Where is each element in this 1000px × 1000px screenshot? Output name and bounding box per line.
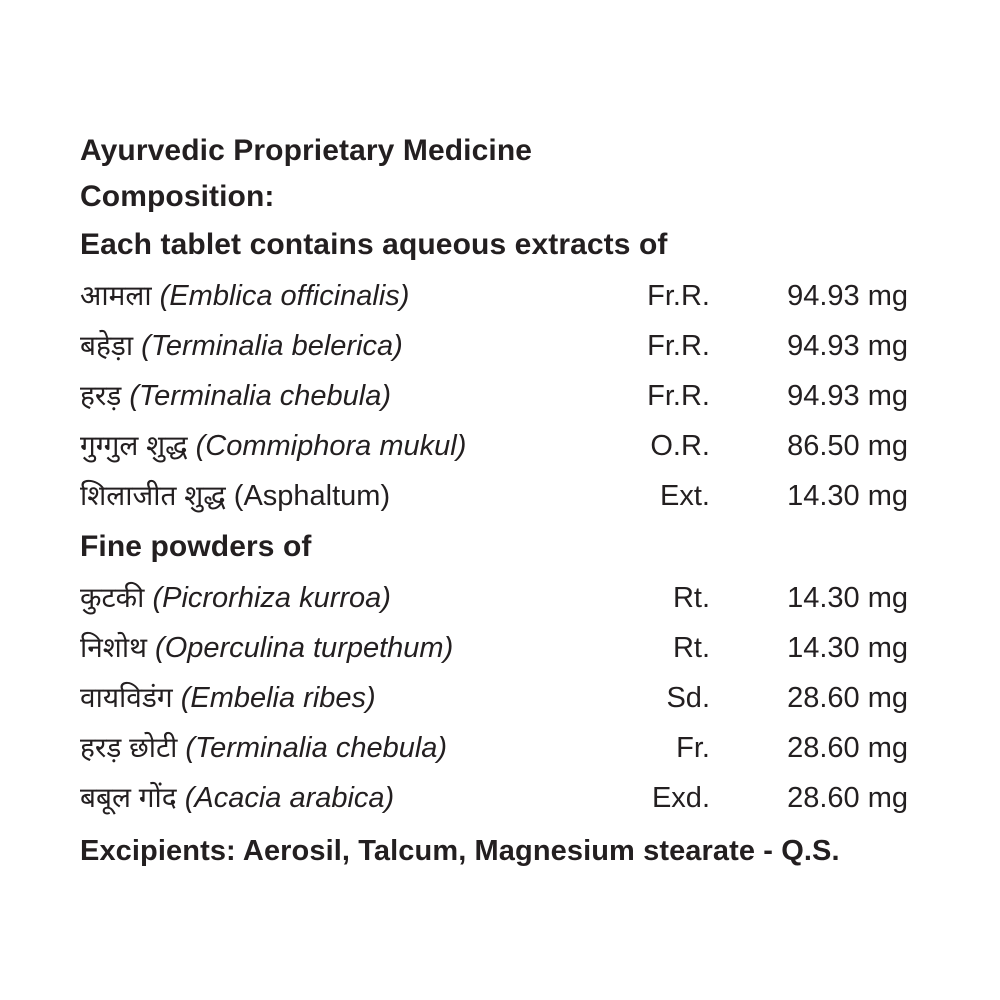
ingredient-name-cell	[80, 271, 580, 321]
ingredient-latin-name: (Terminalia chebula)	[129, 380, 392, 412]
ingredient-part-cell: Fr.R.	[647, 380, 710, 412]
ingredient-hindi-name: शिलाजीत शुद्ध	[80, 480, 226, 511]
ingredient-latin-name: (Terminalia belerica)	[141, 330, 403, 362]
ingredient-hindi-name: बहेड़ा	[80, 330, 134, 361]
ingredient-name-cell	[80, 371, 580, 421]
ingredient-quantity-cell: 28.60 mg	[787, 732, 908, 764]
ingredient-latin-name: (Asphaltum)	[233, 480, 391, 512]
fine-powders-table	[80, 573, 936, 823]
ingredient-part-cell: Rt.	[672, 632, 710, 664]
ingredient-name-cell	[80, 421, 580, 471]
ingredient-hindi-name: निशोथ	[80, 632, 147, 663]
ingredient-latin-name: (Commiphora mukul)	[195, 430, 467, 462]
label-title: Ayurvedic Proprietary Medicine	[80, 134, 533, 167]
ingredient-latin-name: (Terminalia chebula)	[185, 732, 448, 764]
ingredient-quantity-cell: 14.30 mg	[787, 582, 908, 614]
table-row	[80, 471, 936, 521]
table-row	[80, 321, 936, 371]
aqueous-extracts-table	[80, 271, 936, 521]
ingredient-part-cell: Ext.	[660, 480, 710, 512]
table-row	[80, 673, 936, 723]
ingredient-quantity-cell: 14.30 mg	[787, 632, 908, 664]
ingredient-quantity-cell: 94.93 mg	[787, 280, 908, 312]
table-row	[80, 773, 936, 823]
fine-powders-body	[80, 573, 936, 823]
ingredient-hindi-name: बबूल गोंद	[80, 782, 177, 813]
ingredient-name-cell	[80, 673, 580, 723]
composition-label: Composition:	[80, 180, 275, 213]
ingredient-part-cell: Exd.	[651, 782, 710, 814]
ingredient-latin-name: (Embelia ribes)	[180, 682, 376, 714]
ingredient-latin-name: (Operculina turpethum)	[155, 632, 454, 664]
ingredient-hindi-name: हरड़	[80, 380, 122, 411]
aqueous-extracts-body	[80, 271, 936, 521]
ingredient-name-cell	[80, 471, 580, 521]
ingredient-name-cell	[80, 773, 580, 823]
ingredient-quantity-cell: 94.93 mg	[787, 330, 908, 362]
ingredient-quantity-cell: 94.93 mg	[787, 380, 908, 412]
ingredient-part-cell: Fr.R.	[647, 280, 710, 312]
table-row	[80, 573, 936, 623]
ingredient-hindi-name: कुटकी	[80, 582, 145, 613]
ingredient-latin-name: (Emblica officinalis)	[159, 280, 410, 312]
ingredient-hindi-name: आमला	[80, 280, 152, 311]
aqueous-extracts-heading: Each tablet contains aqueous extracts of	[80, 228, 668, 261]
ingredient-name-cell	[80, 321, 580, 371]
ingredient-name-cell	[80, 573, 580, 623]
ingredient-latin-name: (Acacia arabica)	[184, 782, 395, 814]
ingredient-hindi-name: गुग्गुल शुद्ध	[80, 430, 188, 461]
ingredient-part-cell: Rt.	[672, 582, 710, 614]
ingredient-part-cell: Sd.	[666, 682, 710, 714]
ingredient-latin-name: (Picrorhiza kurroa)	[152, 582, 391, 614]
table-row	[80, 271, 936, 321]
excipients-line: Excipients: Aerosil, Talcum, Magnesium stearate - Q.S.	[80, 835, 840, 867]
table-row	[80, 371, 936, 421]
ingredient-quantity-cell: 14.30 mg	[787, 480, 908, 512]
table-row	[80, 723, 936, 773]
ingredient-part-cell: Fr.R.	[647, 330, 710, 362]
table-row	[80, 623, 936, 673]
ingredient-name-cell	[80, 723, 580, 773]
ingredient-part-cell: Fr.	[676, 732, 710, 764]
ingredient-hindi-name: हरड़ छोटी	[80, 732, 178, 763]
ingredient-quantity-cell: 86.50 mg	[787, 430, 908, 462]
ingredient-quantity-cell: 28.60 mg	[787, 782, 908, 814]
ingredient-part-cell: O.R.	[650, 430, 710, 462]
ingredient-hindi-name: वायविडंग	[80, 682, 173, 713]
ingredient-quantity-cell: 28.60 mg	[787, 682, 908, 714]
ingredient-name-cell	[80, 623, 580, 673]
fine-powders-heading: Fine powders of	[80, 530, 312, 563]
table-row	[80, 421, 936, 471]
